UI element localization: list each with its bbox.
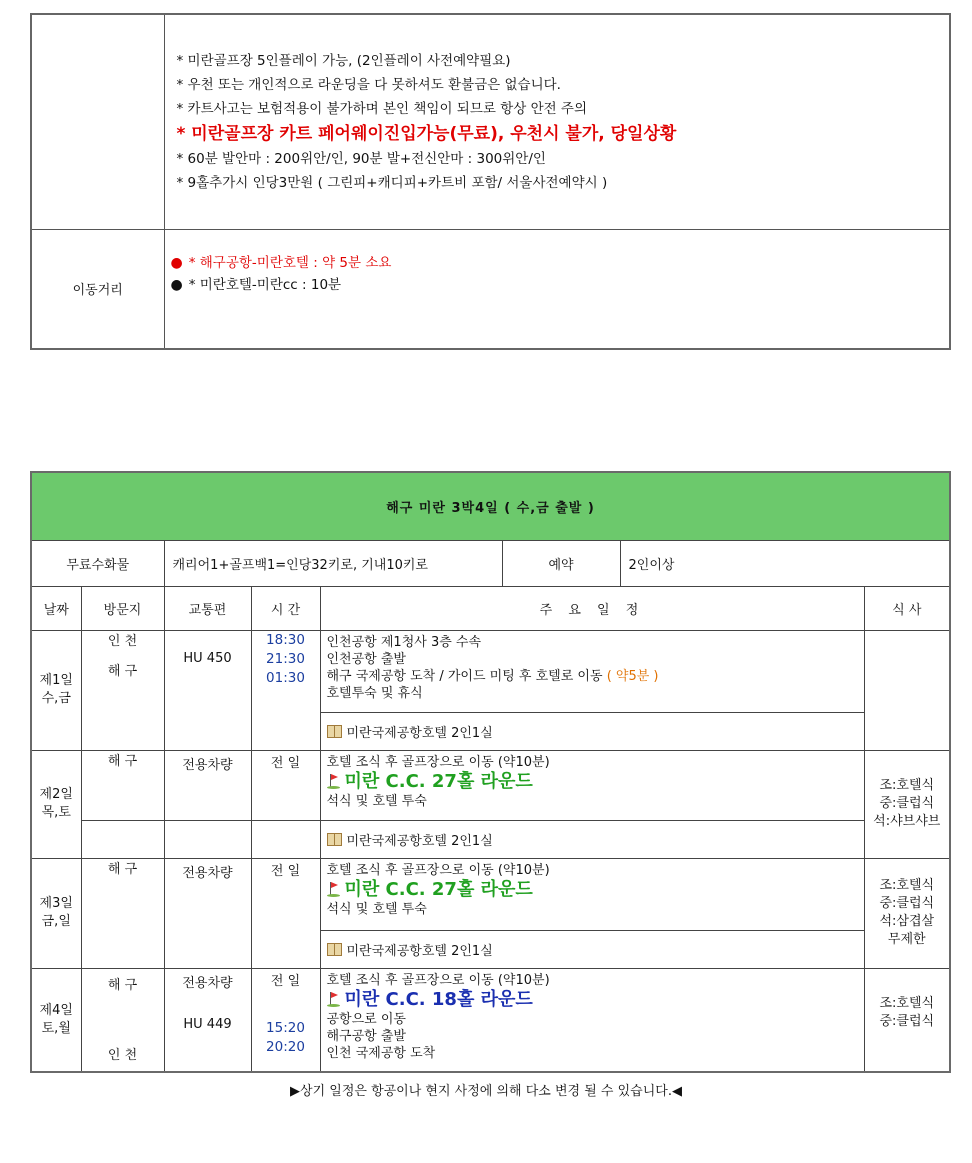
day-4-sched-1: 호텔 조식 후 골프장으로 이동 (약10분) bbox=[326, 972, 550, 988]
note-line-3: * 카트사고는 보험적용이 불가하며 본인 책임이 되므로 항상 안전 주의 bbox=[176, 101, 588, 117]
day-3-golf-text: 미란 C.C. 27홀 라운드 bbox=[344, 878, 533, 900]
day-2-meal-3: 석:샤브샤브 bbox=[873, 814, 941, 829]
day-1-hotel: 미란국제공항호텔 2인1실 bbox=[346, 725, 493, 741]
itinerary-table bbox=[30, 471, 951, 1073]
day-2-schedule bbox=[320, 750, 864, 820]
day-1-hotel-cell bbox=[320, 712, 864, 750]
day-2-time: 전 일 bbox=[251, 750, 320, 820]
day-3-sched-2: 석식 및 호텔 투숙 bbox=[326, 901, 427, 917]
move-item-2-text: * 미란호텔-미란cc : 10분 bbox=[188, 276, 342, 293]
move-distance-label: 이동거리 bbox=[31, 229, 164, 349]
day-1-times bbox=[251, 630, 320, 750]
day-2-place-empty bbox=[81, 820, 164, 858]
note-line-6: * 9홀추가시 인당3만원 ( 그린피+캐디피+카트비 포함/ 서울사전예약시 ) bbox=[176, 175, 608, 191]
header-place: 방문지 bbox=[81, 586, 164, 630]
notes-cell bbox=[164, 14, 950, 229]
day-4-sched-2: 공항으로 이동 bbox=[326, 1011, 406, 1027]
day-3-dow: 금,일 bbox=[41, 914, 71, 929]
note-line-highlight: * 미란골프장 카트 페어웨이진입가능(무료), 우천시 불가, 당일상황 bbox=[176, 124, 677, 144]
day-1-time-3: 01:30 bbox=[266, 669, 305, 686]
note-line-2: * 우천 또는 개인적으로 라운딩을 다 못하셔도 환불금은 없습니다. bbox=[176, 77, 561, 93]
day-4-place-1: 해 구 bbox=[107, 977, 138, 993]
day-3-label: 제3일 bbox=[39, 896, 73, 911]
day-2-label: 제2일 bbox=[39, 787, 73, 802]
day-3-golf bbox=[327, 879, 864, 901]
day-1-sched-1: 인천공항 제1청사 3층 수속 bbox=[326, 634, 482, 650]
hotel-book-icon bbox=[327, 943, 342, 956]
day-2-places bbox=[81, 750, 164, 820]
day-1-place-2: 해 구 bbox=[107, 663, 138, 679]
move-item-1 bbox=[171, 252, 950, 274]
day-1-cell bbox=[31, 630, 81, 750]
day-4-transport bbox=[164, 968, 251, 1072]
day-3-transport: 전용차량 bbox=[164, 858, 251, 968]
day-1-sched-4: 호텔투숙 및 휴식 bbox=[326, 685, 423, 701]
day-1-schedule bbox=[320, 630, 864, 712]
day-3-cell bbox=[31, 858, 81, 968]
day-2-transport: 전용차량 bbox=[164, 750, 251, 820]
hotel-book-icon bbox=[327, 725, 342, 738]
booking-label: 예약 bbox=[502, 540, 620, 586]
notes-label-cell bbox=[31, 14, 164, 229]
day-3-meal-1: 조:호텔식 bbox=[879, 878, 935, 893]
move-distance-cell bbox=[164, 229, 950, 349]
day-3-sched-1: 호텔 조식 후 골프장으로 이동 (약10분) bbox=[326, 862, 550, 878]
day-3-schedule bbox=[320, 858, 864, 930]
day-3-hotel-cell bbox=[320, 930, 864, 968]
header-date: 날짜 bbox=[31, 586, 81, 630]
day-2-meal-1: 조:호텔식 bbox=[879, 778, 935, 793]
day-2-cell bbox=[31, 750, 81, 858]
day-2-golf-text: 미란 C.C. 27홀 라운드 bbox=[344, 770, 533, 792]
day-4-sched-4: 인천 국제공항 도착 bbox=[326, 1045, 436, 1061]
day-3-place-1: 해 구 bbox=[107, 861, 138, 877]
day-1-places bbox=[81, 630, 164, 750]
day-1-sched-2: 인천공항 출발 bbox=[326, 651, 406, 667]
day-4-sched-3: 해구공항 출발 bbox=[326, 1028, 406, 1044]
day-1-sched-note: ( 약5분 ) bbox=[606, 668, 659, 684]
move-item-2 bbox=[171, 274, 950, 296]
day-1-place-1: 인 천 bbox=[107, 633, 138, 649]
day-4-time-3: 20:20 bbox=[266, 1038, 305, 1055]
day-1-sched-3-text: 해구 국제공항 도착 / 가이드 미팅 후 호텔로 이동 bbox=[326, 668, 603, 684]
day-3-hotel: 미란국제공항호텔 2인1실 bbox=[346, 943, 493, 959]
day-3-meal-3: 석:삼겹살 bbox=[879, 914, 935, 929]
day-2-sched-1: 호텔 조식 후 골프장으로 이동 (약10분) bbox=[326, 754, 550, 770]
day-1-meals bbox=[864, 630, 950, 750]
day-2-sched-2: 석식 및 호텔 투숙 bbox=[326, 793, 427, 809]
day-1-time-2: 21:30 bbox=[266, 650, 305, 667]
day-4-meal-1: 조:호텔식 bbox=[879, 995, 935, 1011]
day-1-sched-3 bbox=[327, 668, 864, 685]
day-1-time-1: 18:30 bbox=[266, 631, 305, 648]
day-2-hotel-cell bbox=[320, 820, 864, 858]
header-time: 시 간 bbox=[251, 586, 320, 630]
day-4-golf bbox=[327, 989, 864, 1011]
day-2-dow: 목,토 bbox=[41, 805, 71, 820]
red-bullet-icon: ● bbox=[170, 254, 183, 271]
note-line-5: * 60분 발안마 : 200위안/인, 90분 발+전신안마 : 300위안/인 bbox=[176, 151, 546, 167]
booking-value: 2인이상 bbox=[620, 540, 950, 586]
day-4-transport-1: 전용차량 bbox=[182, 975, 233, 991]
day-4-golf-text: 미란 C.C. 18홀 라운드 bbox=[344, 988, 533, 1010]
day-2-time-empty bbox=[251, 820, 320, 858]
day-2-meal-2: 중:클럽식 bbox=[879, 796, 935, 811]
itinerary-title: 해구 미란 3박4일 ( 수,금 출발 ) bbox=[31, 472, 950, 540]
day-3-places bbox=[81, 858, 164, 968]
golf-flag-icon bbox=[327, 991, 341, 1007]
day-4-place-2: 인 천 bbox=[107, 1047, 138, 1063]
day-4-cell bbox=[31, 968, 81, 1072]
day-2-transport-empty bbox=[164, 820, 251, 858]
hotel-book-icon bbox=[327, 833, 342, 846]
golf-flag-icon bbox=[327, 881, 341, 897]
bullet-icon: ● bbox=[170, 276, 183, 293]
day-4-label: 제4일 bbox=[39, 1002, 73, 1018]
baggage-label: 무료수화물 bbox=[31, 540, 164, 586]
day-3-meal-4: 무제한 bbox=[887, 932, 926, 947]
day-3-meal-2: 중:클럽식 bbox=[879, 896, 935, 911]
day-2-golf bbox=[327, 771, 864, 793]
day-2-hotel: 미란국제공항호텔 2인1실 bbox=[346, 833, 493, 849]
day-1-dow: 수,금 bbox=[41, 691, 71, 706]
move-item-1-text: * 해구공항-미란호텔 : 약 5분 소요 bbox=[188, 254, 392, 271]
header-transport: 교통편 bbox=[164, 586, 251, 630]
header-meal: 식 사 bbox=[864, 586, 950, 630]
day-4-dow: 토,월 bbox=[41, 1020, 71, 1036]
day-3-meals bbox=[864, 858, 950, 968]
golf-flag-icon bbox=[327, 773, 341, 789]
day-4-places bbox=[81, 968, 164, 1072]
day-1-transport: HU 450 bbox=[164, 630, 251, 750]
day-4-meals bbox=[864, 968, 950, 1072]
day-2-meals bbox=[864, 750, 950, 858]
header-schedule: 주 요 일 정 bbox=[320, 586, 864, 630]
note-line-1: * 미란골프장 5인플레이 가능, (2인플레이 사전예약필요) bbox=[176, 53, 511, 69]
day-4-transport-2: HU 449 bbox=[183, 1016, 232, 1032]
day-4-meal-2: 중:클럽식 bbox=[879, 1013, 935, 1029]
day-4-times bbox=[251, 968, 320, 1072]
day-4-schedule bbox=[320, 968, 864, 1072]
notes-table bbox=[30, 13, 951, 350]
baggage-value: 캐리어1+골프백1=인당32키로, 기내10키로 bbox=[164, 540, 502, 586]
day-3-time: 전 일 bbox=[251, 858, 320, 968]
day-4-time-2: 15:20 bbox=[266, 1019, 305, 1036]
itinerary-footnote: ▶상기 일정은 항공이나 현지 사정에 의해 다소 변경 될 수 있습니다.◀ bbox=[290, 1084, 682, 1099]
day-4-time-1: 전 일 bbox=[270, 973, 301, 989]
day-2-place-1: 해 구 bbox=[107, 753, 138, 769]
day-1-label: 제1일 bbox=[39, 673, 73, 688]
